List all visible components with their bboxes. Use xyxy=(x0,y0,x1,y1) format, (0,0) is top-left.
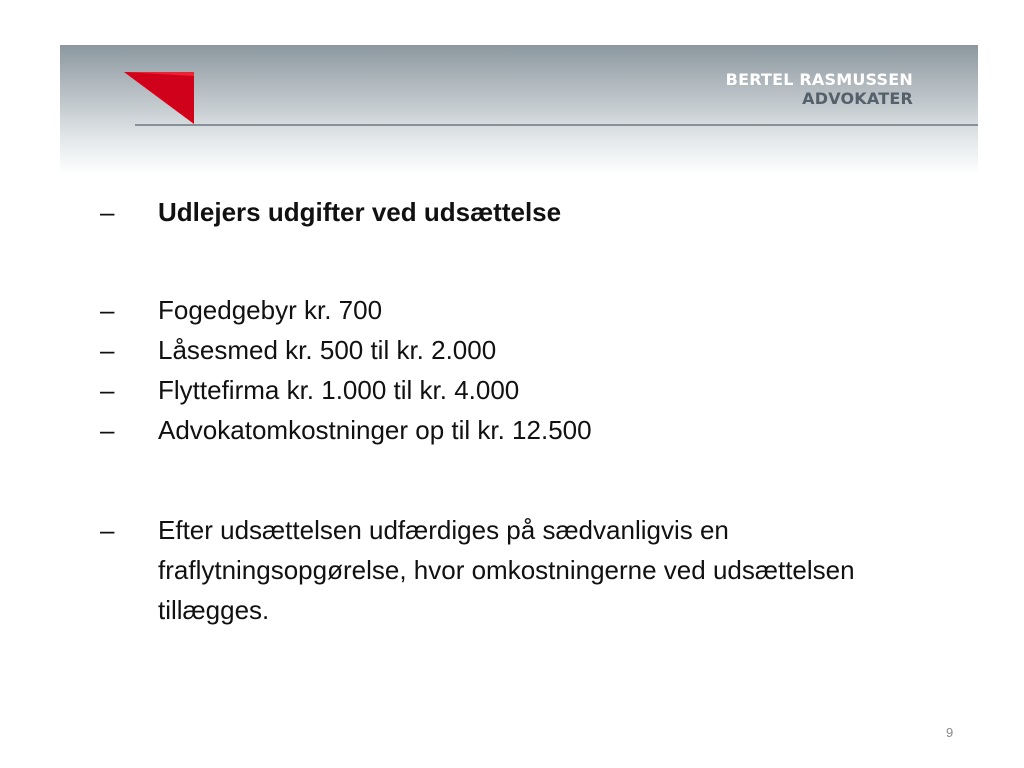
header-divider xyxy=(135,124,978,126)
heading-item xyxy=(100,192,920,232)
list-item-text: Låsesmed kr. 500 til kr. 2.000 xyxy=(158,335,497,365)
note-item xyxy=(100,510,920,630)
bullet-dash: – xyxy=(100,515,115,545)
page-number: 9 xyxy=(946,725,954,740)
logo-triangle-icon xyxy=(124,70,196,126)
slide-heading: Udlejers udgifter ved udsættelse xyxy=(158,197,562,227)
brand-subtitle: ADVOKATER xyxy=(802,89,913,108)
list-item-text: Advokatomkostninger op til kr. 12.500 xyxy=(158,415,592,445)
list-item xyxy=(100,370,920,410)
bullet-dash: – xyxy=(100,335,115,365)
list-item-text: Fogedgebyr kr. 700 xyxy=(158,295,383,325)
note-text: Efter udsættelsen udfærdiges på sædvanligvis en fraflytningsopgørelse, hvor omkostningerne ved udsættelsen tillægges. xyxy=(158,515,855,625)
brand-logo xyxy=(726,70,913,108)
list-item-text: Flyttefirma kr. 1.000 til kr. 4.000 xyxy=(158,375,520,405)
header-band xyxy=(60,45,978,175)
slide-content xyxy=(100,192,920,630)
bullet-dash: – xyxy=(100,197,115,227)
bullet-dash: – xyxy=(100,415,115,445)
bullet-dash: – xyxy=(100,295,115,325)
list-item xyxy=(100,330,920,370)
list-item xyxy=(100,290,920,330)
brand-name: BERTEL RASMUSSEN xyxy=(725,70,913,89)
list-item xyxy=(100,410,920,450)
bullet-dash: – xyxy=(100,375,115,405)
